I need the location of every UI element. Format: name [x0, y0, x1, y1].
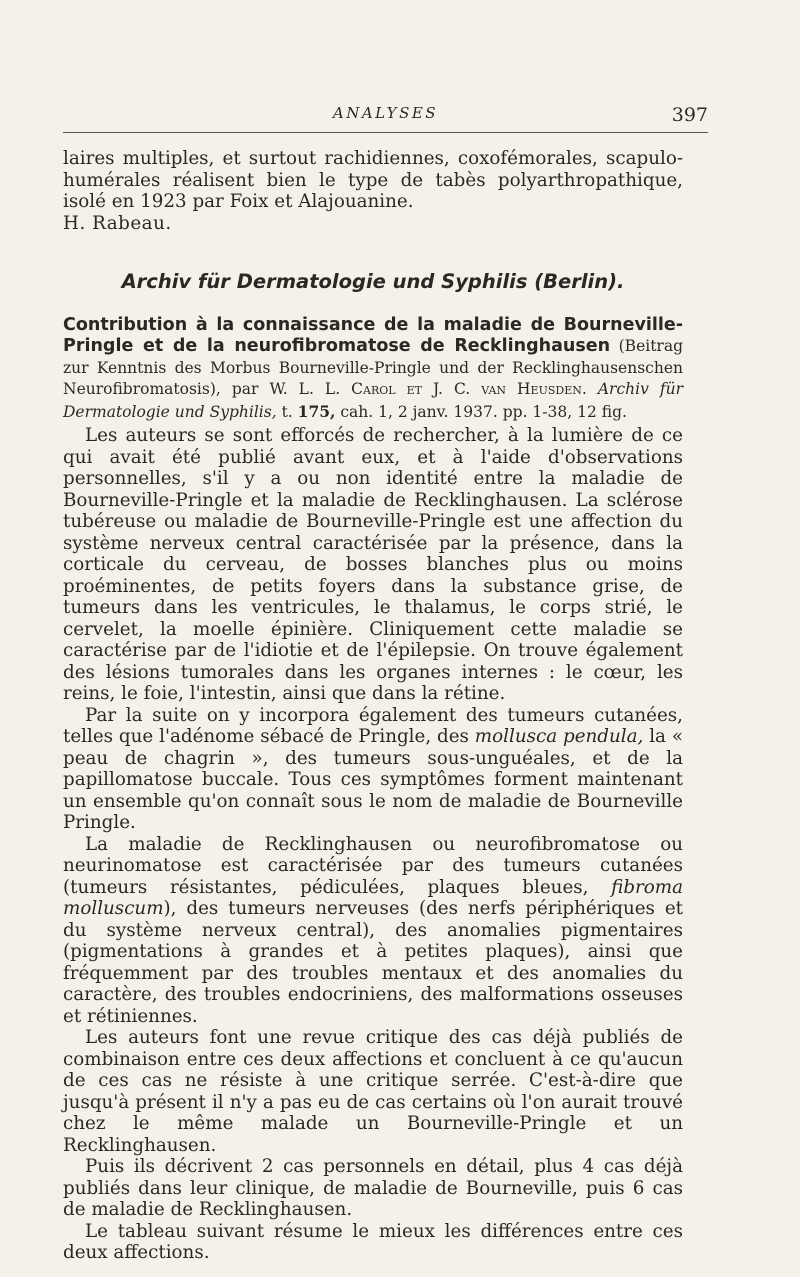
journal-heading: Archiv für Dermatologie und Syphilis (Berlin).	[121, 270, 625, 293]
paragraph-4: Les auteurs font une revue critique des cas déjà publiés de combinaison entre ces deux affections et concluent à ce qu'aucun de ces cas ne résiste à une critique serrée. C'est-à-dire que jusqu'à présent il n'y a pas eu de cas certains où l'on aurait trouvé chez le même malade un Bourneville-Pringle et un Recklinghausen.	[63, 1027, 683, 1156]
paragraph-2-part-b: la « peau de chagrin », des tumeurs sous-unguéales, et de la papillomatose buccale. Tous ces symptômes forment maintenant un ensemble qu'on connaît sous le nom de maladie de Bourneville Pringle.	[63, 726, 684, 833]
paragraph-3	[63, 834, 683, 1028]
page-number: 397	[671, 104, 708, 126]
article-reference	[63, 315, 683, 424]
paragraph-5: Puis ils décrivent 2 cas personnels en détail, plus 4 cas déjà publiés dans leur clinique, de maladie de Bourneville, puis 6 cas de maladie de Recklinghausen.	[63, 1156, 683, 1220]
reviewer-signature	[63, 213, 683, 235]
article-subtitle: (Beitrag zur Kenntnis des Morbus Bourneville-Pringle und der Recklinghausenschen Neurofibromatosis), par	[63, 337, 683, 398]
signature-text: H. Rabeau.	[63, 212, 172, 234]
paragraph-3-part-b: ), des tumeurs nerveuses (des nerfs périphériques et du système nerveux central), des anomalies pigmentaires (pigmentations à grandes et à petites plaques), ainsi que fréquemment par des troubles mentaux et des anomalies du caractère, des troubles endocriniens, des malformations osseuses et rétiniennes.	[63, 898, 683, 1027]
running-title: ANALYSES	[332, 104, 439, 122]
paragraph-2	[63, 705, 683, 834]
article-citation: cah. 1, 2 janv. 1937. pp. 1-38, 12 fig.	[340, 402, 627, 421]
paragraph-2-latin-term: mollusca pendula,	[474, 726, 644, 747]
running-head	[63, 104, 708, 133]
article-title: Contribution à la connaissance de la maladie de Bourneville-Pringle et de la neurofibromatose de Recklinghausen	[63, 314, 683, 356]
paragraph-2-part-a: Par la suite on y incorpora également des tumeurs cutanées, telles que l'adénome sébacé de Pringle, des	[63, 704, 683, 747]
body-text	[63, 148, 683, 1264]
paragraph-1: Les auteurs se sont efforcés de rechercher, à la lumière de ce qui avait été publié avant eux, et à l'aide d'observations personnelles, s'il y a ou non identité entre la maladie de Bourneville-Pringle et la maladie de Recklinghausen. La sclérose tubéreuse ou maladie de Bourneville-Pringle est une affection du système nerveux central caractérisée par la présence, dans la corticale du cerveau, de bosses blanches plus ou moins proéminentes, de petits foyers dans la substance grise, de tumeurs dans les ventricules, le thalamus, le corps strié, le cervelet, la moelle épinière. Cliniquement cette maladie se caractérise par de l'idiotie et de l'épilepsie. On trouve également des lésions tumorales dans les organes internes : le cœur, les reins, le foie, l'intestin, ainsi que dans la rétine.	[63, 425, 683, 704]
paragraph-3-part-a: La maladie de Recklinghausen ou neurofibromatose ou neurinomatose est caractérisée par des tumeurs cutanées (tumeurs résistantes, pédiculées, plaques bleues,	[63, 833, 683, 898]
article-authors: W. L. L. Carol et J. C. van Heusden.	[269, 380, 587, 398]
continued-paragraph: laires multiples, et surtout rachidiennes, coxofémorales, scapulo-humérales réalisent bien le type de tabès polyarthropathique, isolé en 1923 par Foix et Alajouanine.	[63, 148, 683, 212]
article-volume: 175,	[297, 401, 336, 421]
paragraph-3-latin-term: fibroma molluscum	[63, 876, 684, 919]
paragraph-6: Le tableau suivant résume le mieux les différences entre ces deux affections.	[63, 1220, 683, 1263]
article-volume-prefix: t.	[281, 402, 293, 421]
article-journal: Archiv für Dermatologie und Syphilis,	[63, 380, 683, 421]
